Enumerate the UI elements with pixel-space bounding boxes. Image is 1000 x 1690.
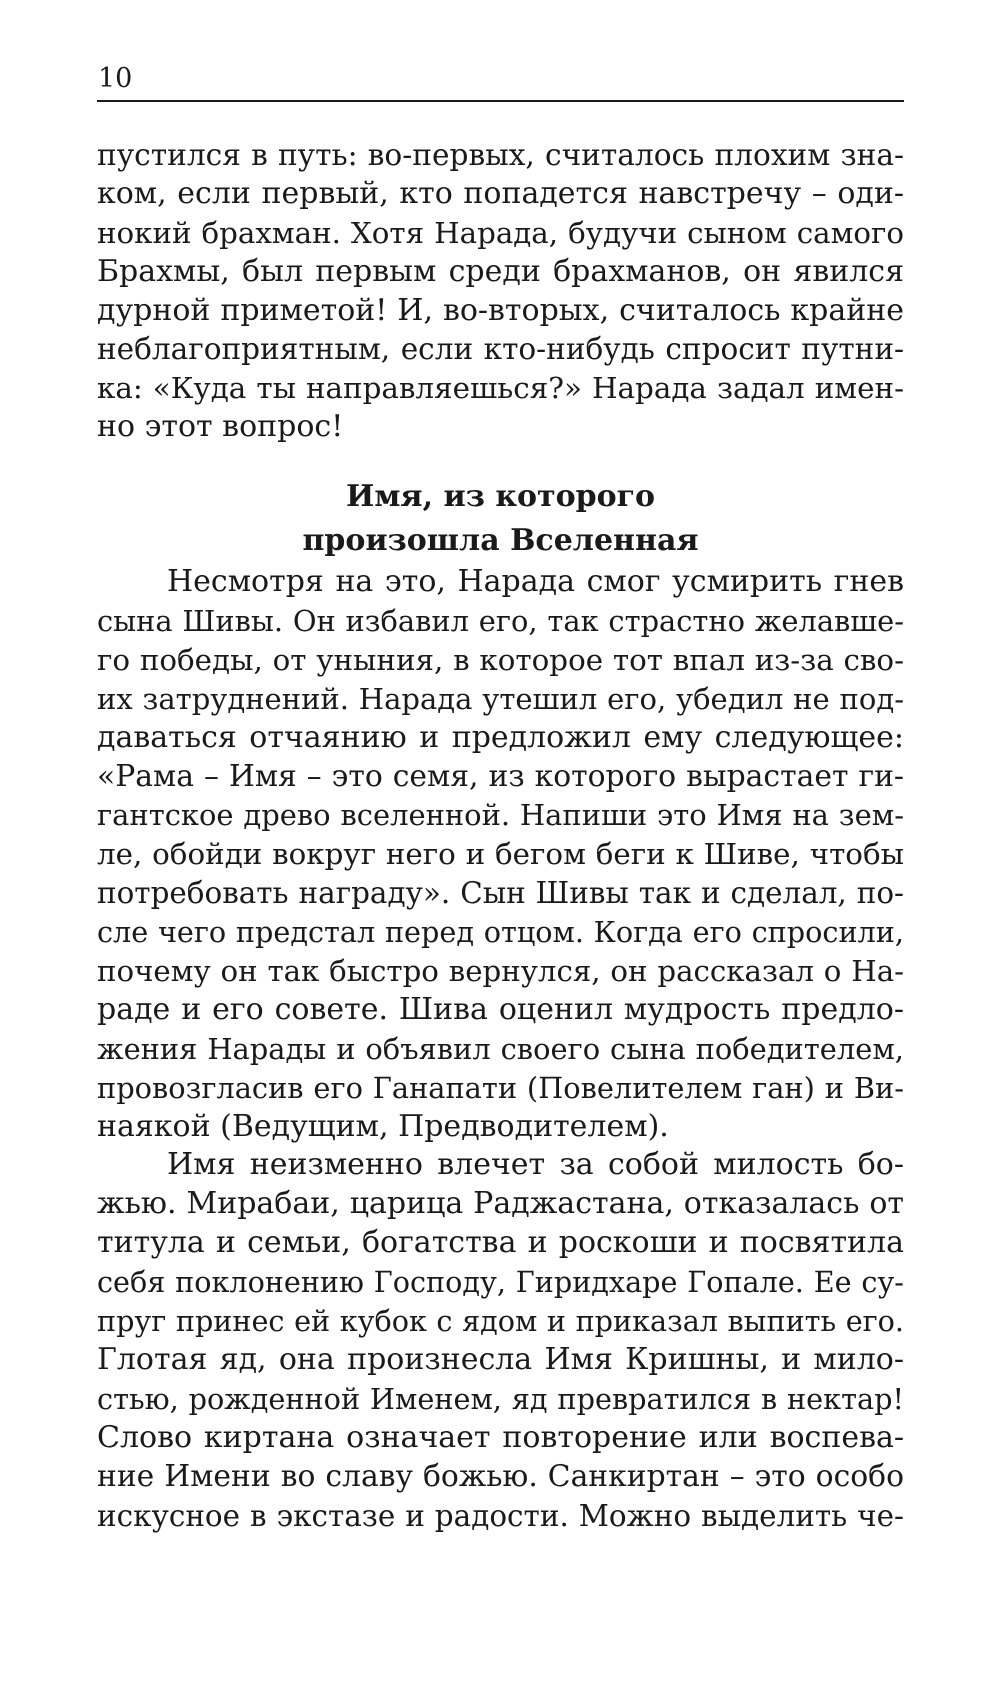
- paragraph: [97, 1146, 904, 1535]
- text-line: их затруднений. Нарада утешил его, убедил не под-: [97, 681, 904, 716]
- text-line: дурной приметой! И, во-вторых, считалось крайне: [97, 292, 904, 328]
- text-line: ка: «Куда ты направляешься?» Нарада задал имен-: [97, 371, 904, 406]
- paragraph-continued: [97, 136, 904, 447]
- text-line: стью, рожденной Именем, яд превратился в нектар!: [97, 1381, 904, 1416]
- text-line: наякой (Ведущим, Предводителем).: [97, 1108, 669, 1144]
- text-line: неблагоприятным, если кто-нибудь спросит путни-: [97, 332, 904, 367]
- text-line: ле, обойди вокруг него и бегом беги к Шиве, чтобы: [97, 837, 904, 872]
- text-line: титула и семьи, богатства и роскоши и посвятила: [97, 1225, 904, 1261]
- text-line: Брахмы, был первым среди брахманов, он явился: [97, 253, 904, 289]
- paragraph: [97, 563, 904, 1146]
- text-line: сына Шивы. Он избавил его, так страстно желавше-: [97, 604, 904, 639]
- text-line: Несмотря на это, Нарада смог усмирить гнев: [167, 564, 904, 600]
- text-line: го победы, от уныния, в которое тот впал из-за сво-: [97, 642, 904, 677]
- text-line: искусное в экстазе и радости. Можно выделить че-: [97, 1498, 904, 1533]
- text-line: Слово киртана означает повторение или воспева-: [97, 1419, 904, 1455]
- text-line: ние Имени во славу божью. Санкиртан – это особо: [97, 1458, 904, 1494]
- text-line: провозгласив его Ганапати (Повелителем ган) и Ви-: [97, 1070, 904, 1105]
- text-line: пустился в путь: во-первых, считалось плохим зна-: [97, 138, 904, 172]
- section-heading-line-2: произошла Вселенная: [302, 523, 699, 559]
- text-line: себя поклонению Господу, Гиридхаре Гопале. Ее су-: [97, 1265, 904, 1300]
- text-column: [97, 136, 904, 1535]
- text-line: ком, если первый, кто попадется навстречу – оди-: [97, 175, 904, 211]
- section-heading-line-1: Имя, из которого: [346, 479, 655, 515]
- text-line: нокий брахман. Хотя Нарада, будучи сыном самого: [97, 215, 904, 250]
- text-line: пруг принес ей кубок с ядом и приказал выпить его.: [97, 1304, 904, 1339]
- text-line: потребовать награду». Сын Шивы так и сделал, по-: [97, 876, 904, 911]
- text-line: жью. Мирабаи, царица Раджастана, отказалась от: [97, 1186, 904, 1222]
- text-line: Имя неизменно влечет за собой милость бо-: [167, 1147, 904, 1183]
- text-line: раде и его совете. Шива оценил мудрость предло-: [97, 991, 904, 1027]
- text-line: жения Нарады и объявил своего сына победителем,: [97, 1031, 904, 1066]
- text-line: гантское древо вселенной. Напиши это Имя на зем-: [97, 798, 904, 833]
- text-line: но этот вопрос!: [97, 409, 344, 445]
- text-line: Глотая яд, она произнесла Имя Кришны, и мило-: [97, 1341, 904, 1377]
- text-line: «Рама – Имя – это семя, из которого вырастает ги-: [97, 758, 904, 794]
- page-number: 10: [98, 63, 133, 94]
- header-rule: [97, 100, 904, 102]
- text-line: почему он так быстро вернулся, он рассказал о На-: [97, 954, 904, 989]
- text-line: сле чего предстал перед отцом. Когда его спросили,: [97, 915, 904, 950]
- text-line: даваться отчаянию и предложил ему следующее:: [97, 719, 904, 755]
